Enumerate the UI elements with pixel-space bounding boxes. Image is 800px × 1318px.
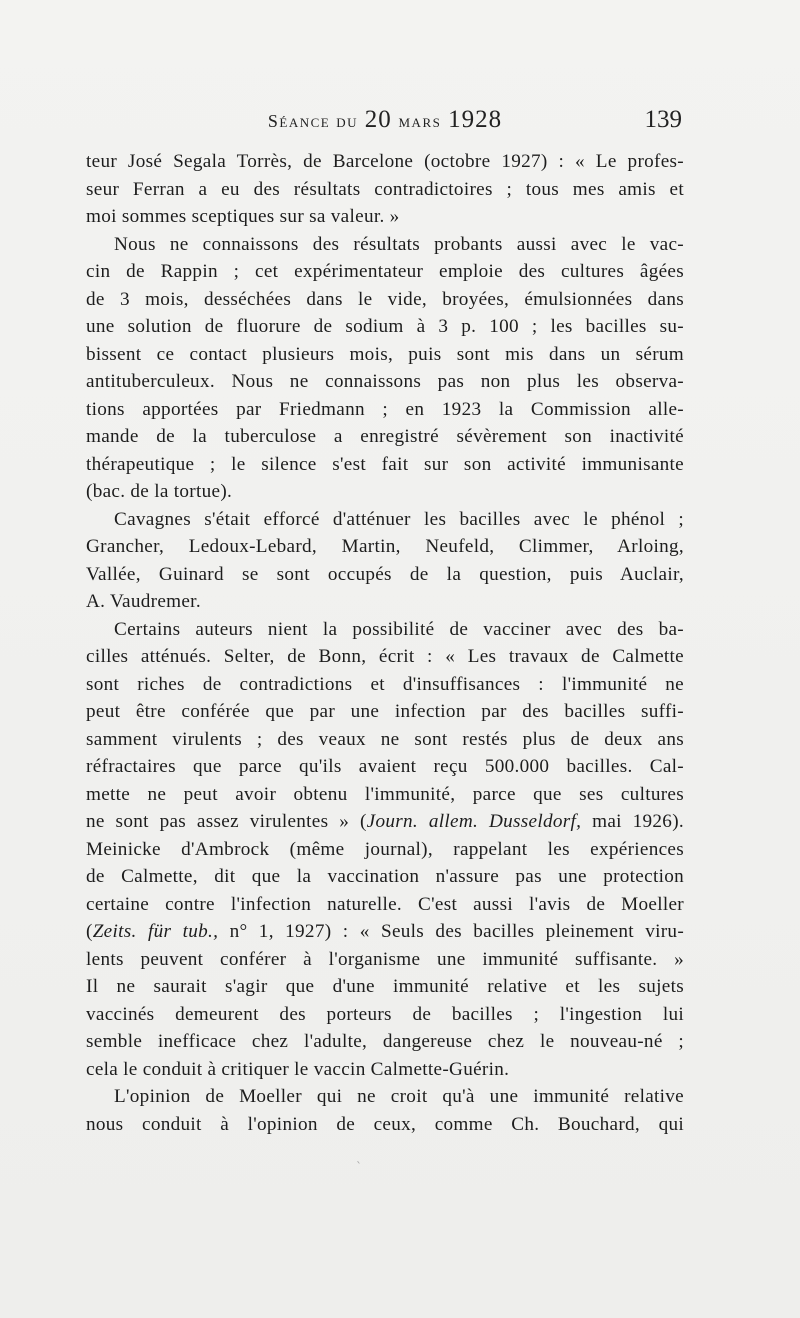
- line-part: n° 1, 1927) : « Seuls des bacilles pleinement viru-: [218, 921, 685, 942]
- text-line: A. Vaudremer.: [86, 591, 201, 612]
- text-line: Meinicke d'Ambrock (même journal), rappelant les expériences: [86, 838, 684, 860]
- text-line: thérapeutique ; le silence s'est fait sur son activité immunisante: [86, 453, 684, 475]
- text-line: sont riches de contradictions et d'insuffisances : l'immunité ne: [86, 673, 684, 695]
- scan-speck: `: [356, 1160, 362, 1174]
- text-line: vaccinés demeurent des porteurs de bacilles ; l'ingestion lui: [86, 1003, 684, 1025]
- text-line: Grancher, Ledoux-Lebard, Martin, Neufeld, Climmer, Arloing,: [86, 536, 684, 557]
- text-line: cilles atténués. Selter, de Bonn, écrit : « Les travaux de Calmette: [86, 646, 684, 667]
- text-line: mette ne peut avoir obtenu l'immunité, parce que ses cultures: [86, 783, 684, 805]
- text-line: teur José Segala Torrès, de Barcelone (octobre 1927) : « Le profes-: [86, 151, 684, 172]
- text-line-with-citation: [86, 918, 684, 946]
- page-number: 139: [644, 106, 682, 133]
- line-part: (: [86, 921, 93, 942]
- session-month: mars: [398, 111, 442, 131]
- text-line: (bac. de la tortue).: [86, 481, 233, 502]
- text-line: samment virulents ; des veaux ne sont restés plus de deux ans: [86, 728, 684, 750]
- text-line: antituberculeux. Nous ne connaissons pas non plus les observa-: [86, 371, 684, 392]
- body-text: [86, 148, 684, 1138]
- text-line: tions apportées par Friedmann ; en 1923 la Commission alle-: [86, 398, 684, 420]
- session-title: [86, 106, 684, 134]
- text-line: certaine contre l'infection naturelle. C'est aussi l'avis de Moeller: [86, 893, 684, 915]
- citation-title: Journ. allem. Dusseldorf,: [366, 811, 582, 832]
- text-line: réfractaires que parce qu'ils avaient reçu 500.000 bacilles. Cal-: [86, 756, 684, 777]
- text-line: bissent ce contact plusieurs mois, puis sont mis dans un sérum: [86, 343, 684, 365]
- text-line: Vallée, Guinard se sont occupés de la question, puis Auclair,: [86, 563, 684, 585]
- seance-label: Séance du: [267, 111, 358, 131]
- running-header: [86, 106, 684, 136]
- line-part: ne sont pas assez virulentes » (: [86, 811, 367, 832]
- text-line: de Calmette, dit que la vaccination n'assure pas une protection: [86, 866, 684, 887]
- text-line: une solution de fluorure de sodium à 3 p. 100 ; les bacilles su-: [86, 316, 684, 337]
- text-line: lents peuvent conférer à l'organisme une immunité suffisante. »: [86, 948, 684, 970]
- text-line: seur Ferran a eu des résultats contradictoires ; tous mes amis et: [86, 178, 684, 200]
- text-line: peut être conférée que par une infection par des bacilles suffi-: [86, 701, 684, 722]
- text-line: moi sommes sceptiques sur sa valeur. »: [86, 206, 400, 227]
- text-line-with-citation: [86, 808, 684, 836]
- citation-title: Zeits. für tub.,: [92, 921, 219, 942]
- text-line: nous conduit à l'opinion de ceux, comme Ch. Bouchard, qui: [86, 1113, 684, 1135]
- text-line: Il ne saurait s'agir que d'une immunité relative et les sujets: [86, 976, 684, 997]
- text-line: cin de Rappin ; cet expérimentateur emploie des cultures âgées: [86, 261, 684, 282]
- text-line: de 3 mois, desséchées dans le vide, broyées, émulsionnées dans: [86, 288, 684, 310]
- paragraph-start-line: Cavagnes s'était efforcé d'atténuer les bacilles avec le phénol ;: [114, 508, 684, 530]
- paragraph-start-line: Nous ne connaissons des résultats probants aussi avec le vac-: [114, 233, 684, 255]
- line-part: mai 1926).: [581, 811, 684, 832]
- text-line: mande de la tuberculose a enregistré sévèrement son inactivité: [86, 426, 684, 447]
- text-line: cela le conduit à critiquer le vaccin Calmette-Guérin.: [86, 1058, 510, 1080]
- text-line: semble inefficace chez l'adulte, dangereuse chez le nouveau-né ;: [86, 1031, 684, 1052]
- session-day: 20: [364, 106, 392, 133]
- paragraph-start-line: Certains auteurs nient la possibilité de vacciner avec des ba-: [114, 618, 684, 640]
- paragraph-start-line: L'opinion de Moeller qui ne croit qu'à une immunité relative: [114, 1086, 684, 1107]
- session-year: 1928: [448, 106, 503, 133]
